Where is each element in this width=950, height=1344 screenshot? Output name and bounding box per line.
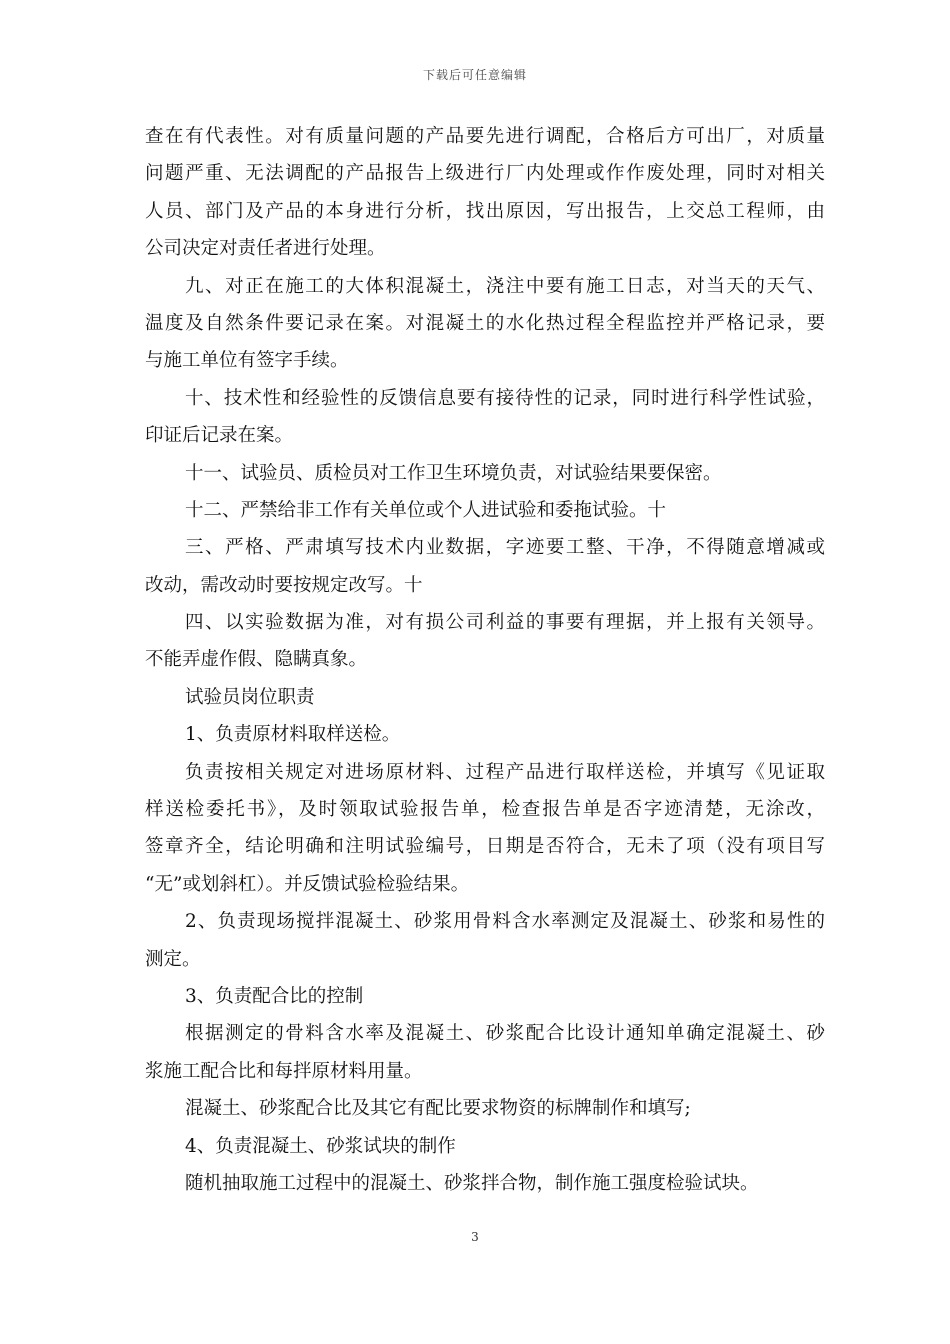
text-line: 根据测定的骨料含水率及混凝土、砂浆配合比设计通知单确定混凝土、砂	[185, 1023, 825, 1045]
section-heading: 试验员岗位职责	[185, 686, 315, 708]
text-line: 十二、严禁给非工作有关单位或个人进试验和委拖试验。十	[185, 499, 667, 521]
text-line: 2、负责现场搅拌混凝土、砂浆用骨料含水率测定及混凝土、砂浆和易性的	[185, 911, 825, 933]
text-line: 不能弄虚作假、隐瞒真象。	[145, 649, 368, 671]
text-line: 混凝土、砂浆配合比及其它有配比要求物资的标牌制作和填写;	[185, 1098, 691, 1120]
text-line: 九、对正在施工的大体积混凝土，浇注中要有施工日志，对当天的天气、	[185, 275, 825, 297]
text-line: 浆施工配合比和每拌原材料用量。	[145, 1060, 423, 1082]
text-line: 公司决定对责任者进行处理。	[145, 238, 386, 260]
text-line: “无”或划斜杠）。并反馈试验检验结果。	[145, 873, 470, 895]
text-line: 问题严重、无法调配的产品报告上级进行厂内处理或作作废处理，同时对相关	[145, 163, 825, 185]
text-line: 印证后记录在案。	[145, 425, 294, 447]
page-number: 3	[471, 1230, 479, 1244]
text-line: 3、负责配合比的控制	[185, 985, 364, 1007]
text-line: 十、技术性和经验性的反馈信息要有接待性的记录，同时进行科学性试验，	[185, 387, 825, 409]
text-line: 测定。	[145, 948, 201, 970]
text-line: 三、严格、严肃填写技术内业数据，字迹要工整、干净，不得随意增减或	[185, 537, 825, 559]
page-header: 下载后可任意编辑	[422, 68, 527, 82]
text-line: 4、负责混凝土、砂浆试块的制作	[185, 1135, 456, 1157]
text-line: 负责按相关规定对进场原材料、过程产品进行取样送检，并填写《见证取	[185, 761, 825, 783]
text-line: 随机抽取施工过程中的混凝土、砂浆拌合物，制作施工强度检验试块。	[185, 1172, 759, 1194]
document-body	[145, 118, 825, 1202]
text-line: 温度及自然条件要记录在案。对混凝土的水化热过程全程监控并严格记录，要	[145, 312, 825, 334]
text-line: 四、以实验数据为准，对有损公司利益的事要有理据，并上报有关领导。	[185, 612, 825, 634]
text-line: 十一、试验员、质检员对工作卫生环境负责，对试验结果要保密。	[185, 462, 722, 484]
text-line: 改动，需改动时要按规定改写。十	[145, 574, 423, 596]
text-line: 与施工单位有签字手续。	[145, 350, 349, 372]
text-line: 人员、部门及产品的本身进行分析，找出原因，写出报告，上交总工程师，由	[145, 200, 825, 222]
text-line: 查在有代表性。对有质量问题的产品要先进行调配，合格后方可出厂，对质量	[145, 126, 825, 147]
text-line: 签章齐全，结论明确和注明试验编号，日期是否符合，无未了项（没有项目写	[145, 836, 825, 858]
text-line: 1、负责原材料取样送检。	[185, 724, 401, 746]
text-line: 样送检委托书》，及时领取试验报告单，检查报告单是否字迹清楚，无涂改，	[145, 799, 825, 821]
